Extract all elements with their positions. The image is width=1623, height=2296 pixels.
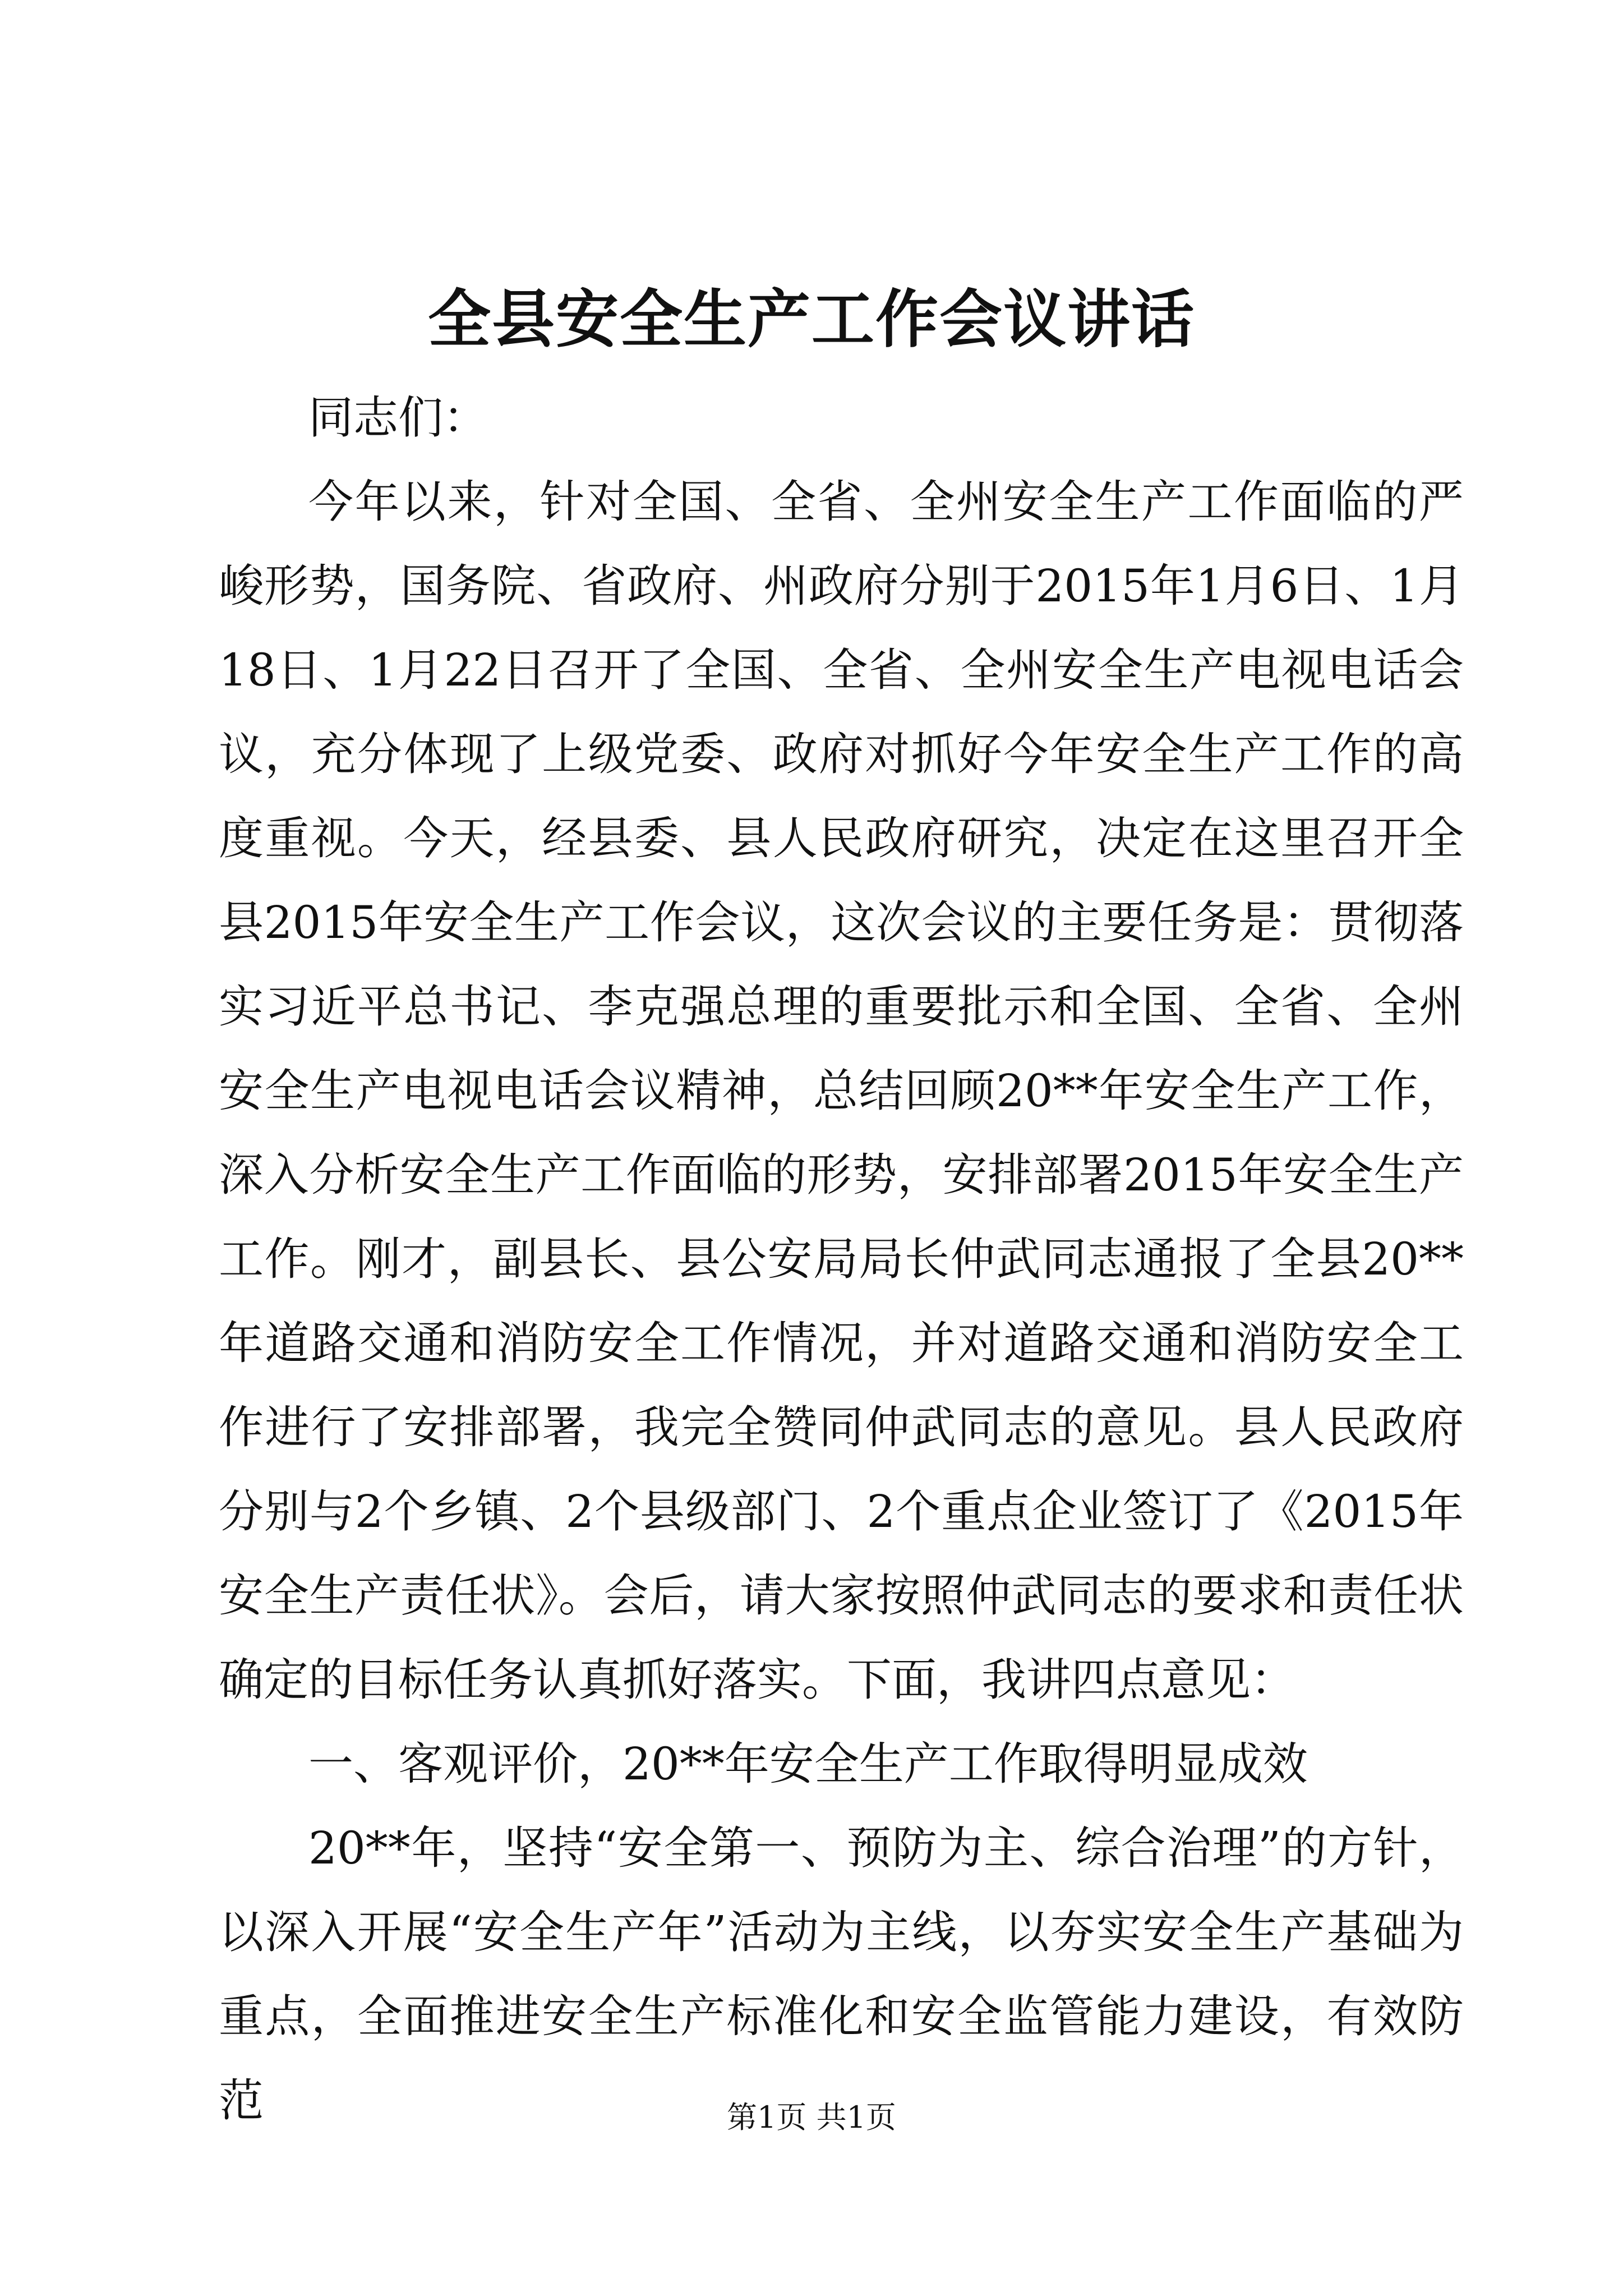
intro-paragraph: 今年以来，针对全国、全省、全州安全生产工作面临的严峻形势，国务院、省政府、州政府分别于2015年1月6日、1月18日、1月22日召开了全国、全省、全州安全生产电视电话会议，充分体现了上级党委、政府对抓好今年安全生产工作的高度重视。今天，经县委、县人民政府研究，决定在这里召开全县2015年安全生产工作会议，这次会议的主要任务是：贯彻落实习近平总书记、李克强总理的重要批示和全国、全省、全州安全生产电视电话会议精神，总结回顾20**年安全生产工作，深入分析安全生产工作面临的形势，安排部署2015年安全生产工作。刚才，副县长、县公安局局长仲武同志通报了全县20**年道路交通和消防安全工作情况，并对道路交通和消防安全工作进行了安排部署，我完全赞同仲武同志的意见。县人民政府分别与2个乡镇、2个县级部门、2个重点企业签订了《2015年安全生产责任状》。会后，请大家按照仲武同志的要求和责任状确定的目标任务认真抓好落实。下面，我讲四点意见： (219, 476, 1464, 1706)
page-footer: 第1页 共1页 (727, 2100, 896, 2135)
section-paragraph: 20**年，坚持“安全第一、预防为主、综合治理”的方针，以深入开展“安全生产年”活动为主线，以夯实安全生产基础为重点，全面推进安全生产标准化和安全监管能力建设，有效防范 (219, 1822, 1464, 2127)
document-body (219, 376, 1464, 2143)
salutation-paragraph: 同志们： (308, 392, 488, 444)
document-title: 全县安全生产工作会议讲话 (428, 283, 1195, 356)
section-heading: 一、客观评价，20**年安全生产工作取得明显成效 (308, 1738, 1308, 1790)
